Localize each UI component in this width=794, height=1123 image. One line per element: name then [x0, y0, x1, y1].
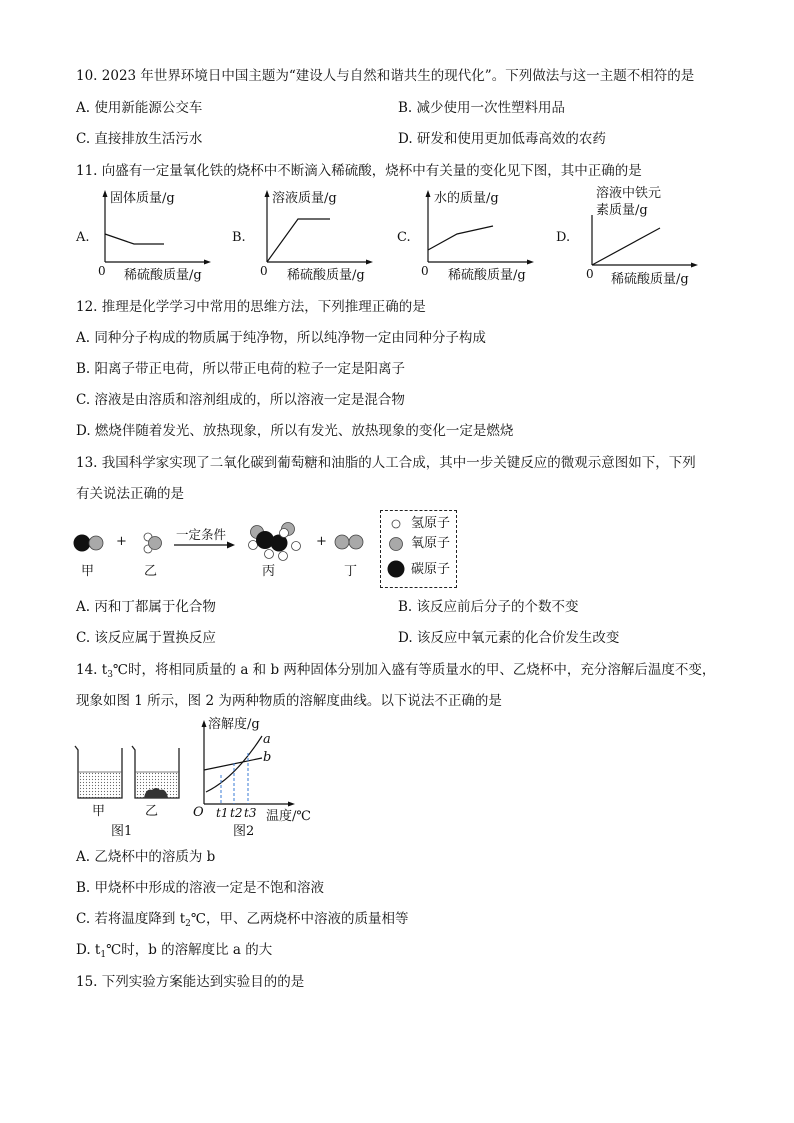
q12-option-a: A. 同种分子构成的物质属于纯净物，所以纯净物一定由同种分子构成 — [76, 330, 486, 346]
graph-a-letter: A. — [76, 230, 90, 245]
beaker-label-jia: 甲 — [92, 804, 106, 819]
q14-stem-pre: 14. t — [76, 662, 108, 678]
q14-option-d-post: ℃时，b 的溶解度比 a 的大 — [106, 942, 273, 958]
q13-stem-line1: 13. 我国科学家实现了二氧化碳到葡萄糖和油脂的人工合成，其中一步关键反应的微观示意图如下，下列 — [76, 455, 696, 471]
graph-c-plot — [419, 190, 534, 270]
curve-b-label: b — [263, 750, 272, 765]
graph-b-ylabel: 溶液质量/g — [272, 191, 337, 206]
figure-2-caption: 图2 — [233, 824, 255, 839]
graph-a-xlabel: 稀硫酸质量/g — [124, 268, 202, 283]
q14-option-a: A. 乙烧杯中的溶质为 b — [76, 849, 216, 865]
q12-option-b: B. 阳离子带正电荷，所以带正电荷的粒子一定是阳离子 — [76, 361, 406, 377]
q14-option-c-post: ℃，甲、乙两烧杯中溶液的质量相等 — [190, 911, 409, 927]
q11-stem: 11. 向盛有一定量氧化铁的烧杯中不断滴入稀硫酸，烧杯中有关量的变化见下图，其中正确的是 — [76, 163, 642, 179]
graph-a-origin: 0 — [98, 264, 106, 278]
solubility-plot — [190, 720, 300, 815]
graph-c-ylabel: 水的质量/g — [434, 191, 499, 206]
q14-option-d-pre: D. t — [76, 942, 101, 958]
q13-option-d: D. 该反应中氧元素的化合价发生改变 — [398, 630, 620, 646]
q14-stem-sub: 3 — [107, 670, 113, 680]
label-bing: 丙 — [262, 564, 276, 579]
graph-d-origin: 0 — [586, 267, 594, 281]
q10-option-b: B. 减少使用一次性塑料用品 — [398, 100, 566, 116]
q10-option-d: D. 研发和使用更加低毒高效的农药 — [398, 131, 606, 147]
label-jia: 甲 — [81, 564, 95, 579]
q14-option-c-sub: 2 — [185, 919, 191, 929]
q10-option-a: A. 使用新能源公交车 — [76, 100, 203, 116]
graph-d-ylabel-line1: 溶液中铁元 — [596, 186, 662, 201]
q14-option-d — [76, 941, 272, 959]
label-ding: 丁 — [344, 564, 358, 579]
legend-atoms — [381, 511, 411, 587]
legend-hydrogen: 氢原子 — [411, 516, 451, 531]
graph-a-ylabel: 固体质量/g — [110, 191, 175, 206]
q14-stem-line2: 现象如图 1 所示，图 2 为两种物质的溶解度曲线。以下说法不正确的是 — [76, 693, 502, 709]
q12-option-d: D. 燃烧伴随着发光、放热现象，所以有发光、放热现象的变化一定是燃烧 — [76, 423, 514, 439]
graph-b-plot — [258, 190, 373, 270]
plus-sign-2: + — [316, 534, 327, 549]
graph-d-plot — [583, 215, 698, 273]
q14-stem-line1 — [76, 661, 715, 679]
solubility-origin: O — [193, 805, 204, 820]
beaker-label-yi: 乙 — [145, 804, 159, 819]
graph-a-plot — [96, 190, 211, 270]
graph-b-xlabel: 稀硫酸质量/g — [287, 268, 365, 283]
graph-c-origin: 0 — [421, 264, 429, 278]
solubility-xlabel: 温度/℃ — [266, 809, 311, 824]
graph-b-letter: B. — [232, 230, 246, 245]
q14-option-c-pre: C. 若将温度降到 t — [76, 911, 186, 927]
graph-d-ylabel-line2: 素质量/g — [596, 203, 648, 218]
figure-1-caption: 图1 — [111, 824, 133, 839]
legend-carbon: 碳原子 — [411, 562, 451, 577]
q10-stem: 10. 2023 年世界环境日中国主题为“建设人与自然和谐共生的现代化”。下列做法与这一主题不相符的是 — [76, 68, 695, 84]
q14-stem-post: ℃时，将相同质量的 a 和 b 两种固体分别加入盛有等质量水的甲、乙烧杯中，充分溶解后温度不变， — [112, 662, 716, 678]
q13-stem-line2: 有关说法正确的是 — [76, 486, 184, 502]
q13-option-c: C. 该反应属于置换反应 — [76, 630, 216, 646]
label-yi: 乙 — [144, 564, 158, 579]
graph-d-letter: D. — [556, 230, 571, 245]
graph-b-origin: 0 — [260, 264, 268, 278]
solubility-ylabel: 溶解度/g — [208, 717, 260, 732]
q10-option-c: C. 直接排放生活污水 — [76, 131, 203, 147]
q14-option-d-sub: 1 — [100, 950, 107, 960]
q14-option-b: B. 甲烧杯中形成的溶液一定是不饱和溶液 — [76, 880, 325, 896]
tick-t2: t2 — [230, 806, 243, 820]
legend-oxygen: 氧原子 — [411, 536, 451, 551]
graph-d-xlabel: 稀硫酸质量/g — [611, 272, 689, 287]
reaction-condition: 一定条件 — [176, 527, 227, 542]
q13-option-a: A. 丙和丁都属于化合物 — [76, 599, 216, 615]
tick-t1: t1 — [216, 806, 229, 820]
q15-stem: 15. 下列实验方案能达到实验目的的是 — [76, 974, 305, 990]
q14-option-c — [76, 910, 409, 928]
q12-option-c: C. 溶液是由溶质和溶剂组成的，所以溶液一定是混合物 — [76, 392, 405, 408]
plus-sign-1: + — [116, 534, 127, 549]
graph-c-letter: C. — [397, 230, 411, 245]
tick-t3: t3 — [244, 806, 257, 820]
graph-c-xlabel: 稀硫酸质量/g — [448, 268, 526, 283]
beakers — [70, 742, 190, 804]
curve-a-label: a — [263, 732, 271, 747]
q13-option-b: B. 该反应前后分子的个数不变 — [398, 599, 579, 615]
atom-legend — [380, 510, 457, 588]
q12-stem: 12. 推理是化学学习中常用的思维方法，下列推理正确的是 — [76, 299, 426, 315]
